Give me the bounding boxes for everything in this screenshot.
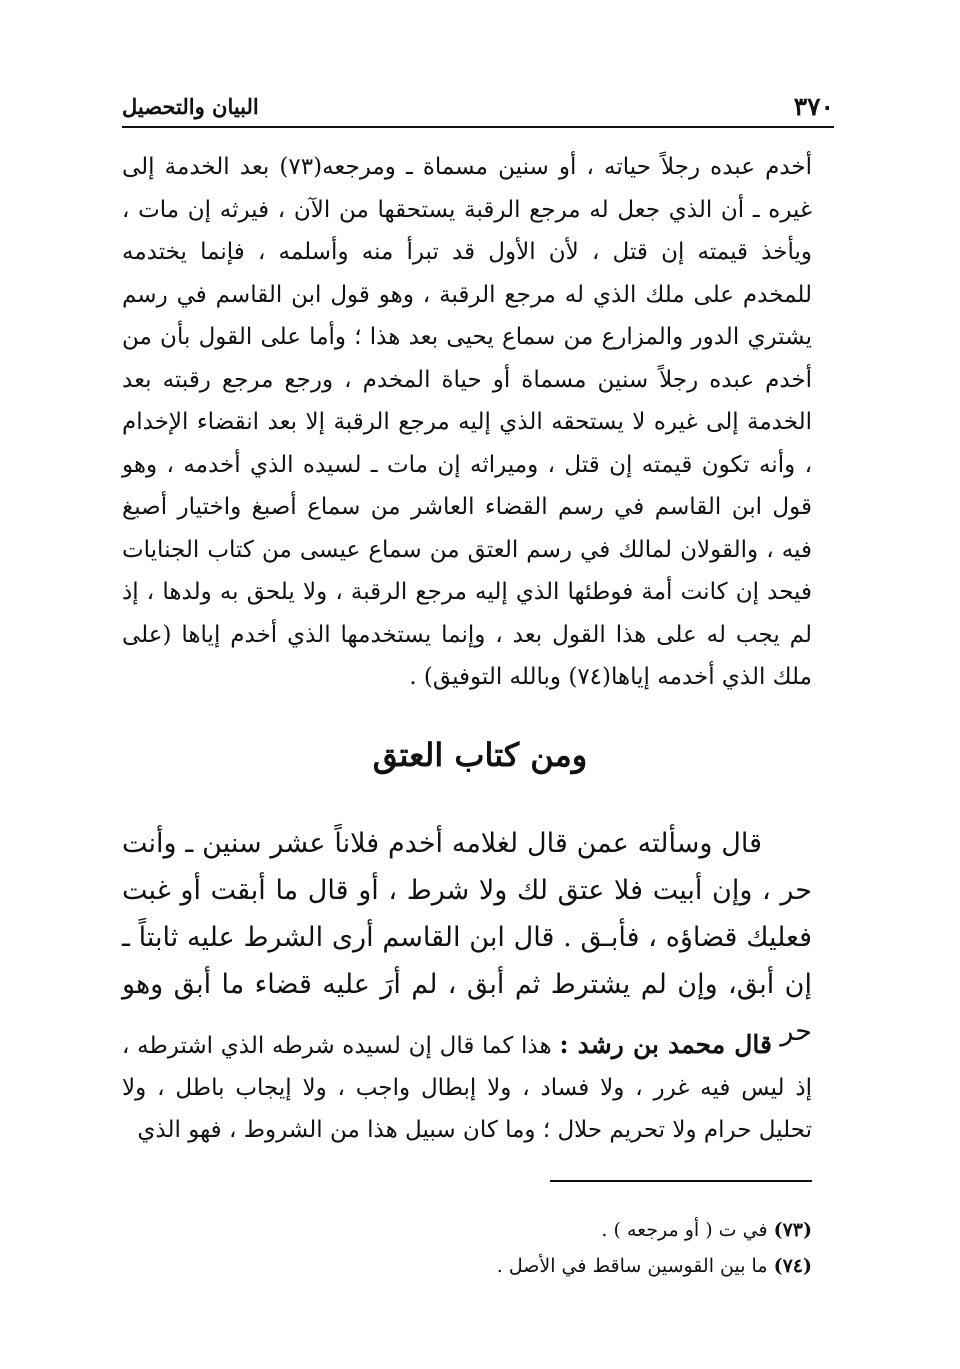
paragraph-text: أخدم عبده رجلاً حياته ، أو سنين مسماة ـ ومرجعه(٧٣) بعد الخدمة إلى غيره ـ أن الذي جعل له مرجع الرقبة يستحقها من الآن ، فيرثه إن مات ، ويأخذ قيمته إن قتل ، لأن الأول قد تبرأ منه وأسلمه ، فإنما يختدمه للمخدم على ملك الذي له مرجع الرقبة ، وهو قول ابن القاسم في رسم يشتري الدور والمزارع من سماع يحيى بعد هذا ؛ وأما على القول بأن من أخدم عبده رجلاً سنين مسماة أو حياة المخدم ، ورجع مرجع رقبته بعد الخدمة إلى غيره لا يستحقه الذي إليه مرجع الرقبة إلا بعد انقضاء الإخدام ، وأنه تكون قيمته إن قتل ، وميراثه إن مات ـ لسيده الذي أخدمه ، وهو قول ابن القاسم في رسم القضاء العاشر من سماع أصبغ واختيار أصبغ فيه ، والقولان لمالك في رسم العتق من سماع عيسى من كتاب الجنايات فيحد إن كانت أمة فوطئها الذي إليه مرجع الرقبة ، ولا يلحق به ولدها ، إذ لم يجب له على هذا القول بعد ، وإنما يستخدمها الذي أخدم إياها (على ملك الذي أخدمه إياها(٧٤) وبالله التوفيق) . bbox=[122, 154, 812, 690]
footnote-number: (٧٣) bbox=[773, 1219, 812, 1241]
running-title: البيان والتحصيل bbox=[122, 93, 259, 119]
footnote-number: (٧٤) bbox=[773, 1255, 812, 1277]
footnote-divider bbox=[550, 1180, 812, 1182]
commentary-paragraph bbox=[122, 1024, 812, 1151]
footnotes bbox=[300, 1212, 812, 1284]
question-text: قال وسألته عمن قال لغلامه أخدم فلاناً عشر سنين ـ وأنت حر ، وإن أبيت فلا عتق لك ولا شرط ، أو قال ما أبقت أو غبت فعليك قضاؤه ، فأبـق . قال ابن القاسم أرى الشرط عليه ثابتاً ـ إن أبق، وإن لم يشترط ثم أبق ، لم أرَ عليه قضاء ما أبق وهو حر . bbox=[122, 828, 812, 1047]
main-paragraph bbox=[122, 146, 812, 699]
question-paragraph bbox=[122, 820, 812, 1055]
footnote-item bbox=[300, 1212, 812, 1248]
commentary-speaker: قال محمد بن رشد : bbox=[559, 1030, 772, 1059]
page-number: ٣٧٠ bbox=[793, 91, 834, 121]
commentary-text: هذا كما قال إن لسيده شرطه الذي اشترطه ، إذ ليس فيه غرر ، ولا فساد ، ولا إبطال واجب ، ولا إيجاب باطل ، ولا تحليل حرام ولا تحريم حلال ؛ وما كان سبيل هذا من الشروط ، فهو الذي bbox=[122, 1033, 812, 1143]
commentary-body bbox=[122, 1024, 812, 1151]
footnote-text: ما بين القوسين ساقط في الأصل . bbox=[496, 1255, 768, 1277]
page-header bbox=[122, 86, 834, 128]
footnote-text: في ت ( أو مرجعه ) . bbox=[601, 1219, 768, 1241]
footnote-item bbox=[300, 1248, 812, 1284]
section-heading: ومن كتاب العتق bbox=[372, 736, 588, 774]
